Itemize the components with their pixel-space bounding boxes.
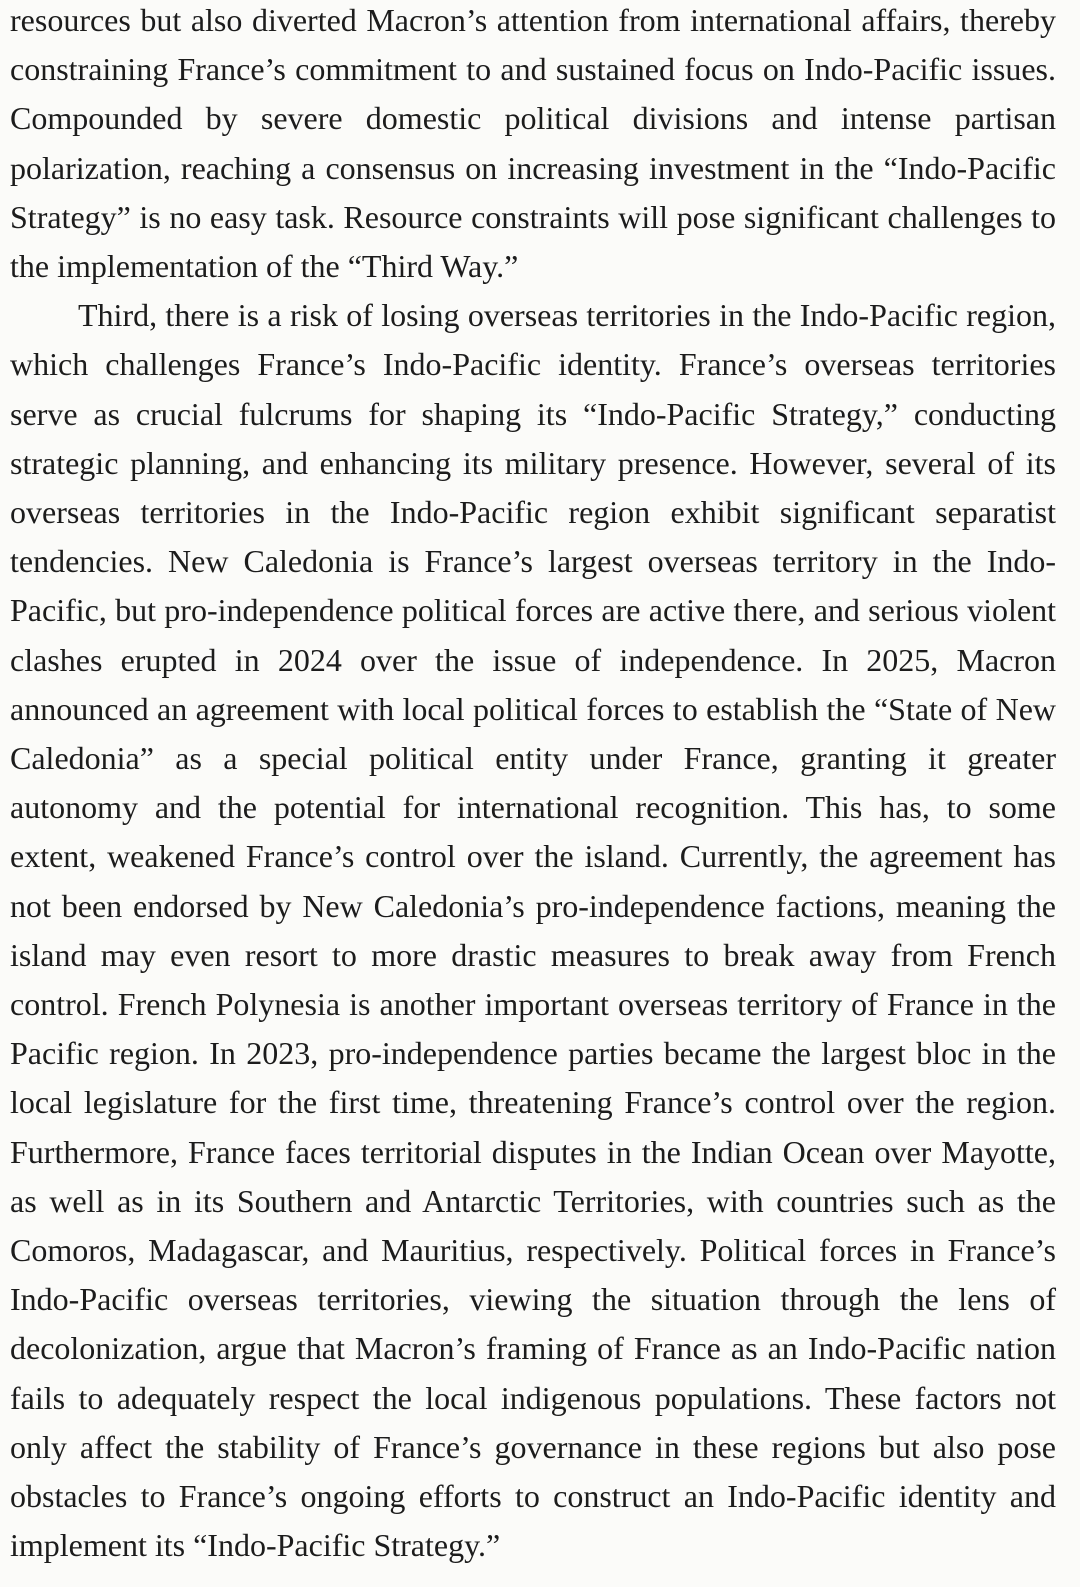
paragraph-continued: resources but also diverted Macron’s attention from international affairs, thereby constraining France’s commitment to and sustained focus on Indo-Pacific issues. Compounded by severe domestic political divisions and intense partisan polarization, reaching a consensus on increasing investment in the “Indo-Pacific Strategy” is no easy task. Resource constraints will pose significant challenges to the implementation of the “Third Way.” [10, 2, 1056, 285]
document-page [10, 0, 1056, 1571]
paragraph-third-point: Third, there is a risk of losing overseas territories in the Indo-Pacific region, which challenges France’s Indo-Pacific identity. France’s overseas territories serve as crucial fulcrums for shaping its “Indo-Pacific Strategy,” conducting strategic planning, and enhancing its military presence. However, several of its overseas territories in the Indo-Pacific region exhibit significant separatist tendencies. New Caledonia is France’s largest overseas territory in the Indo-Pacific, but pro-independence political forces are active there, and serious violent clashes erupted in 2024 over the issue of independence. In 2025, Macron announced an agreement with local political forces to establish the “State of New Caledonia” as a special political entity under France, granting it greater autonomy and the potential for international recognition. This has, to some extent, weakened France’s control over the island. Currently, the agreement has not been endorsed by New Caledonia’s pro-independence factions, meaning the island may even resort to more drastic measures to break away from French control. French Polynesia is another important overseas territory of France in the Pacific region. In 2023, pro-independence parties became the largest bloc in the local legislature for the first time, threatening France’s control over the region. Furthermore, France faces territorial disputes in the Indian Ocean over Mayotte, as well as in its Southern and Antarctic Territories, with countries such as the Comoros, Madagascar, and Mauritius, respectively. Political forces in France’s Indo-Pacific overseas territories, viewing the situation through the lens of decolonization, argue that Macron’s framing of France as an Indo-Pacific nation fails to adequately respect the local indigenous populations. These factors not only affect the stability of France’s governance in these regions but also pose obstacles to France’s ongoing efforts to construct an Indo-Pacific identity and implement its “Indo-Pacific Strategy.” [10, 297, 1056, 1564]
